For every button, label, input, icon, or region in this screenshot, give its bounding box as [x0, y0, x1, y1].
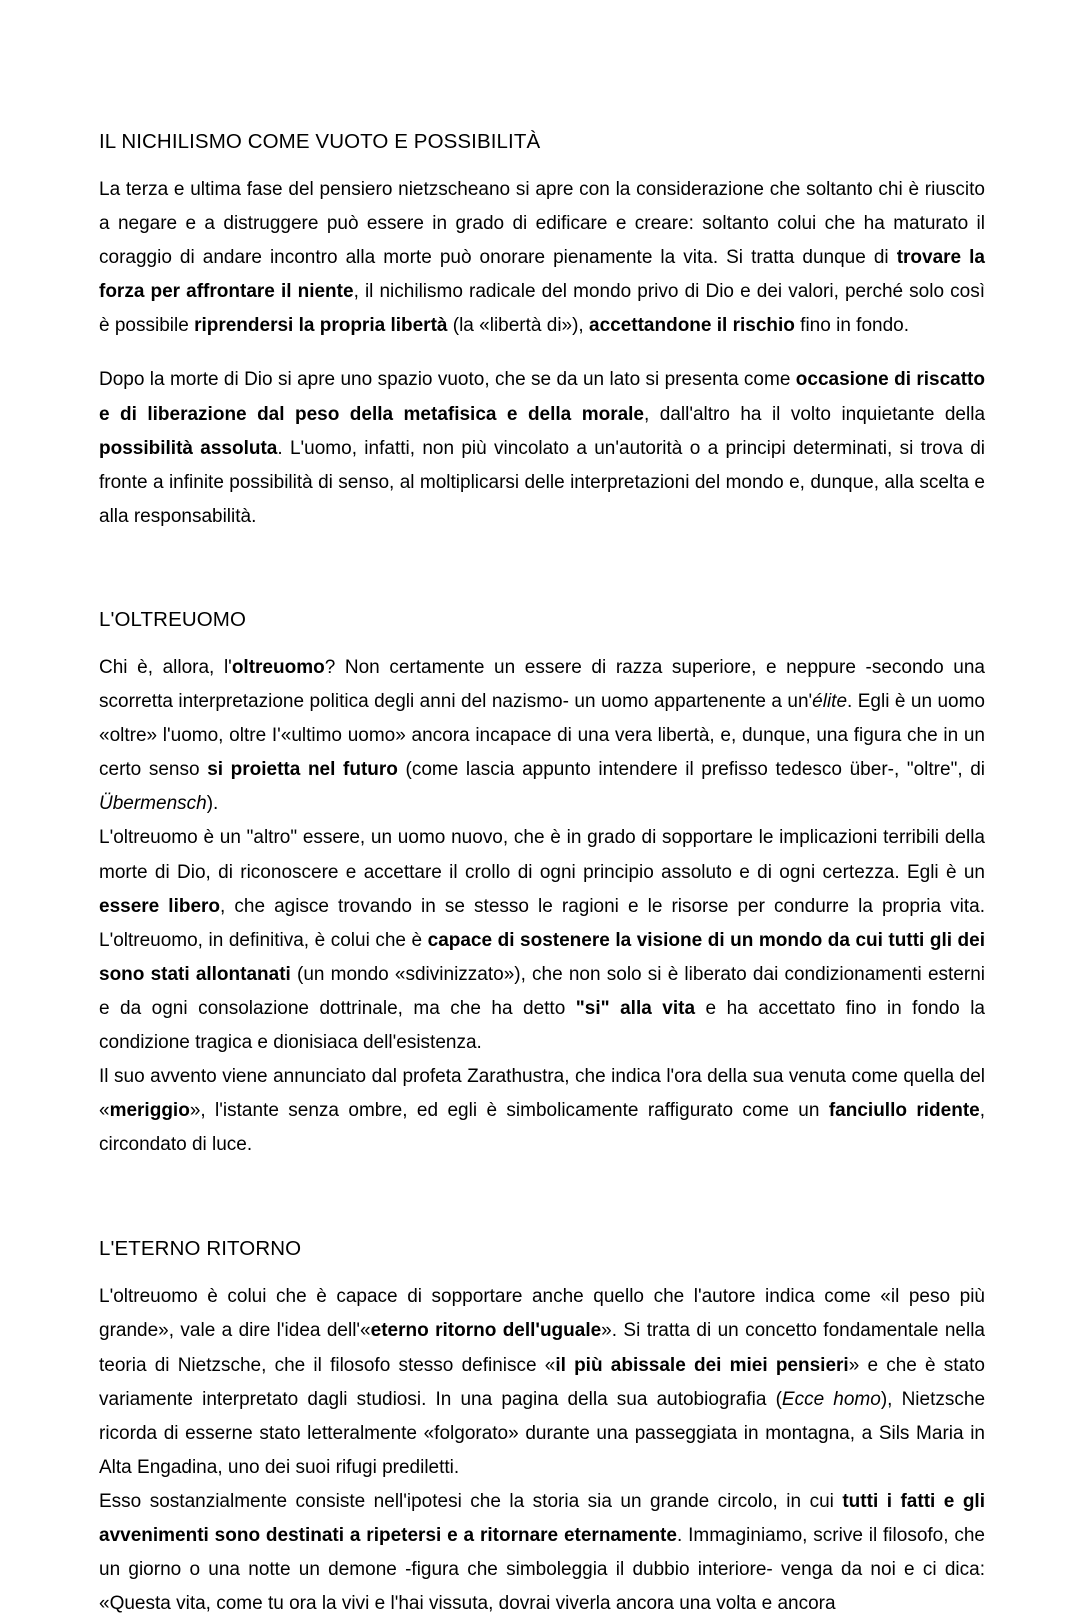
emphasis-bold: fanciullo ridente	[828, 1100, 980, 1122]
text-run: , circondato di luce.	[99, 1100, 985, 1156]
spacer	[99, 156, 985, 173]
spacer	[99, 534, 985, 606]
text-run: Chi è, allora, l'	[99, 656, 232, 678]
spacer	[99, 1162, 985, 1235]
text-run: (un mondo «sdivinizzato»), che non solo si è liberato dai condizionamenti esterni e da ogni consolazione dottrinale, ma che ha detto	[99, 963, 985, 1019]
text-run: , dall'altro ha il volto inquietante della	[644, 403, 986, 425]
text-run: fino in fondo.	[794, 315, 909, 337]
text-run: L'oltreuomo è colui che è capace di sopportare anche quello che l'autore indica come «il peso più grande», vale a dire l'idea dell'«	[99, 1286, 985, 1342]
paragraph-oltreuomo-1	[99, 651, 985, 821]
spacer	[99, 634, 985, 651]
text-run: ? Non certamente un essere di razza superiore, e neppure -secondo una scorretta interpretazione politica degli anni del nazismo- un uomo appartenente a un'	[99, 656, 986, 713]
text-run: , il nichilismo radicale del mondo privo di Dio e dei valori, perché solo così è possibile	[99, 281, 985, 337]
text-run: ).	[206, 793, 219, 815]
emphasis-bold: riprendersi la propria libertà	[194, 315, 448, 337]
text-run: ), Nietzsche ricorda di esserne stato letteralmente «folgorato» durante una passeggiata in montagna, a Sils Maria in Alta Engadina, uno dei suoi rifugi prediletti.	[99, 1388, 986, 1478]
paragraph-oltreuomo-3	[99, 1060, 985, 1162]
text-run: L'oltreuomo è un "altro" essere, un uomo nuovo, che è in grado di sopportare le implicazioni terribili della morte di Dio, di riconoscere e accettare il crollo di ogni principio assoluto e di ogni certezza. Egli è un	[99, 827, 985, 883]
spacer	[99, 343, 985, 363]
emphasis-bold: si proietta nel futuro	[207, 759, 398, 781]
section-heading-oltreuomo: L'OLTREUOMO	[99, 607, 247, 631]
text-run: La terza e ultima fase del pensiero nietzscheano si apre con la considerazione che soltanto chi è riuscito a negare e a distruggere può essere in grado di edificare e creare: soltanto colui che ha maturato il coraggio di andare incontro alla morte può onorare pienamente la vita. Si tratta dunque di	[99, 179, 985, 269]
paragraph-eterno-ritorno-1	[99, 1280, 985, 1485]
emphasis-bold: possibilità assoluta	[99, 437, 278, 459]
text-run: (la «libertà di»),	[447, 315, 589, 337]
text-run: Dopo la morte di Dio si apre uno spazio vuoto, che se da un lato si presenta come	[99, 369, 796, 391]
emphasis-bold: il più abissale dei miei pensieri	[555, 1354, 849, 1376]
emphasis-bold: occasione di riscatto e di liberazione dal peso della metafisica e della morale	[99, 369, 985, 425]
emphasis-bold: oltreuomo	[231, 656, 325, 678]
spacer	[99, 1263, 985, 1280]
paragraph-nichilismo-2	[99, 363, 985, 533]
text-run: ». Si tratta di un concetto fondamentale nella teoria di Nietzsche, che il filosofo stesso definisce «	[99, 1320, 985, 1376]
paragraph-eterno-ritorno-2	[99, 1485, 985, 1621]
text-run: », l'istante senza ombre, ed egli è simbolicamente raffigurato come un	[189, 1100, 829, 1122]
text-run: » e che è stato variamente interpretato dagli studiosi. In una pagina della sua autobiografia (	[99, 1354, 985, 1410]
emphasis-bold: capace di sostenere la visione di un mondo da cui tutti gli dei sono stati allontanati	[99, 929, 985, 985]
emphasis-italic: élite	[812, 691, 848, 713]
text-run: . Immaginiamo, scrive il filosofo, che un giorno o una notte un demone -figura che simboleggia il dubbio interiore- venga da noi e ci dica: «Questa vita, come tu ora la vivi e l'hai vissuta, dovrai viverla ancora una volta e ancora	[99, 1525, 985, 1615]
text-run: . Egli è un uomo «oltre» l'uomo, oltre I'«ultimo uomo» ancora incapace di una vera libertà, e, dunque, una figura che in un certo senso	[99, 691, 985, 781]
document-body	[99, 128, 985, 1621]
emphasis-bold: "si" alla vita	[575, 997, 696, 1019]
emphasis-italic: Übermensch	[99, 793, 207, 815]
emphasis-bold: trovare la forza per affrontare il niente	[99, 247, 985, 303]
paragraph-nichilismo-1	[99, 173, 985, 343]
text-run: . L'uomo, infatti, non più vincolato a un'autorità o a principi determinati, si trova di fronte a infinite possibilità di senso, al moltiplicarsi delle interpretazioni del mondo e, dunque, alla scelta e alla responsabilità.	[99, 437, 985, 527]
section-heading-eterno-ritorno: L'ETERNO RITORNO	[99, 1237, 302, 1261]
text-run: , che agisce trovando in se stesso le ragioni e le risorse per condurre la propria vita. L'oltreuomo, in definitiva, è colui che è	[99, 895, 985, 951]
emphasis-bold: essere libero	[99, 895, 221, 917]
text-run: Esso sostanzialmente consiste nell'ipotesi che la storia sia un grande circolo, in cui	[99, 1490, 843, 1512]
paragraph-oltreuomo-2	[99, 821, 985, 1060]
text-run: Il suo avvento viene annunciato dal profeta Zarathustra, che indica l'ora della sua venuta come quella del «	[99, 1066, 985, 1122]
emphasis-bold: accettandone il rischio	[589, 315, 795, 337]
emphasis-bold: eterno ritorno dell'uguale	[370, 1320, 602, 1342]
section-heading-nichilismo: IL NICHILISMO COME VUOTO E POSSIBILITÀ	[99, 130, 541, 153]
text-run: e ha accettato fino in fondo la condizione tragica e dionisiaca dell'esistenza.	[99, 997, 985, 1053]
text-run: (come lascia appunto intendere il prefisso tedesco über-, "oltre", di	[397, 759, 986, 781]
emphasis-bold: meriggio	[109, 1100, 190, 1122]
emphasis-bold: tutti i fatti e gli avvenimenti sono destinati a ripetersi e a ritornare eternamente	[99, 1490, 985, 1546]
emphasis-italic: Ecce homo	[781, 1388, 881, 1410]
